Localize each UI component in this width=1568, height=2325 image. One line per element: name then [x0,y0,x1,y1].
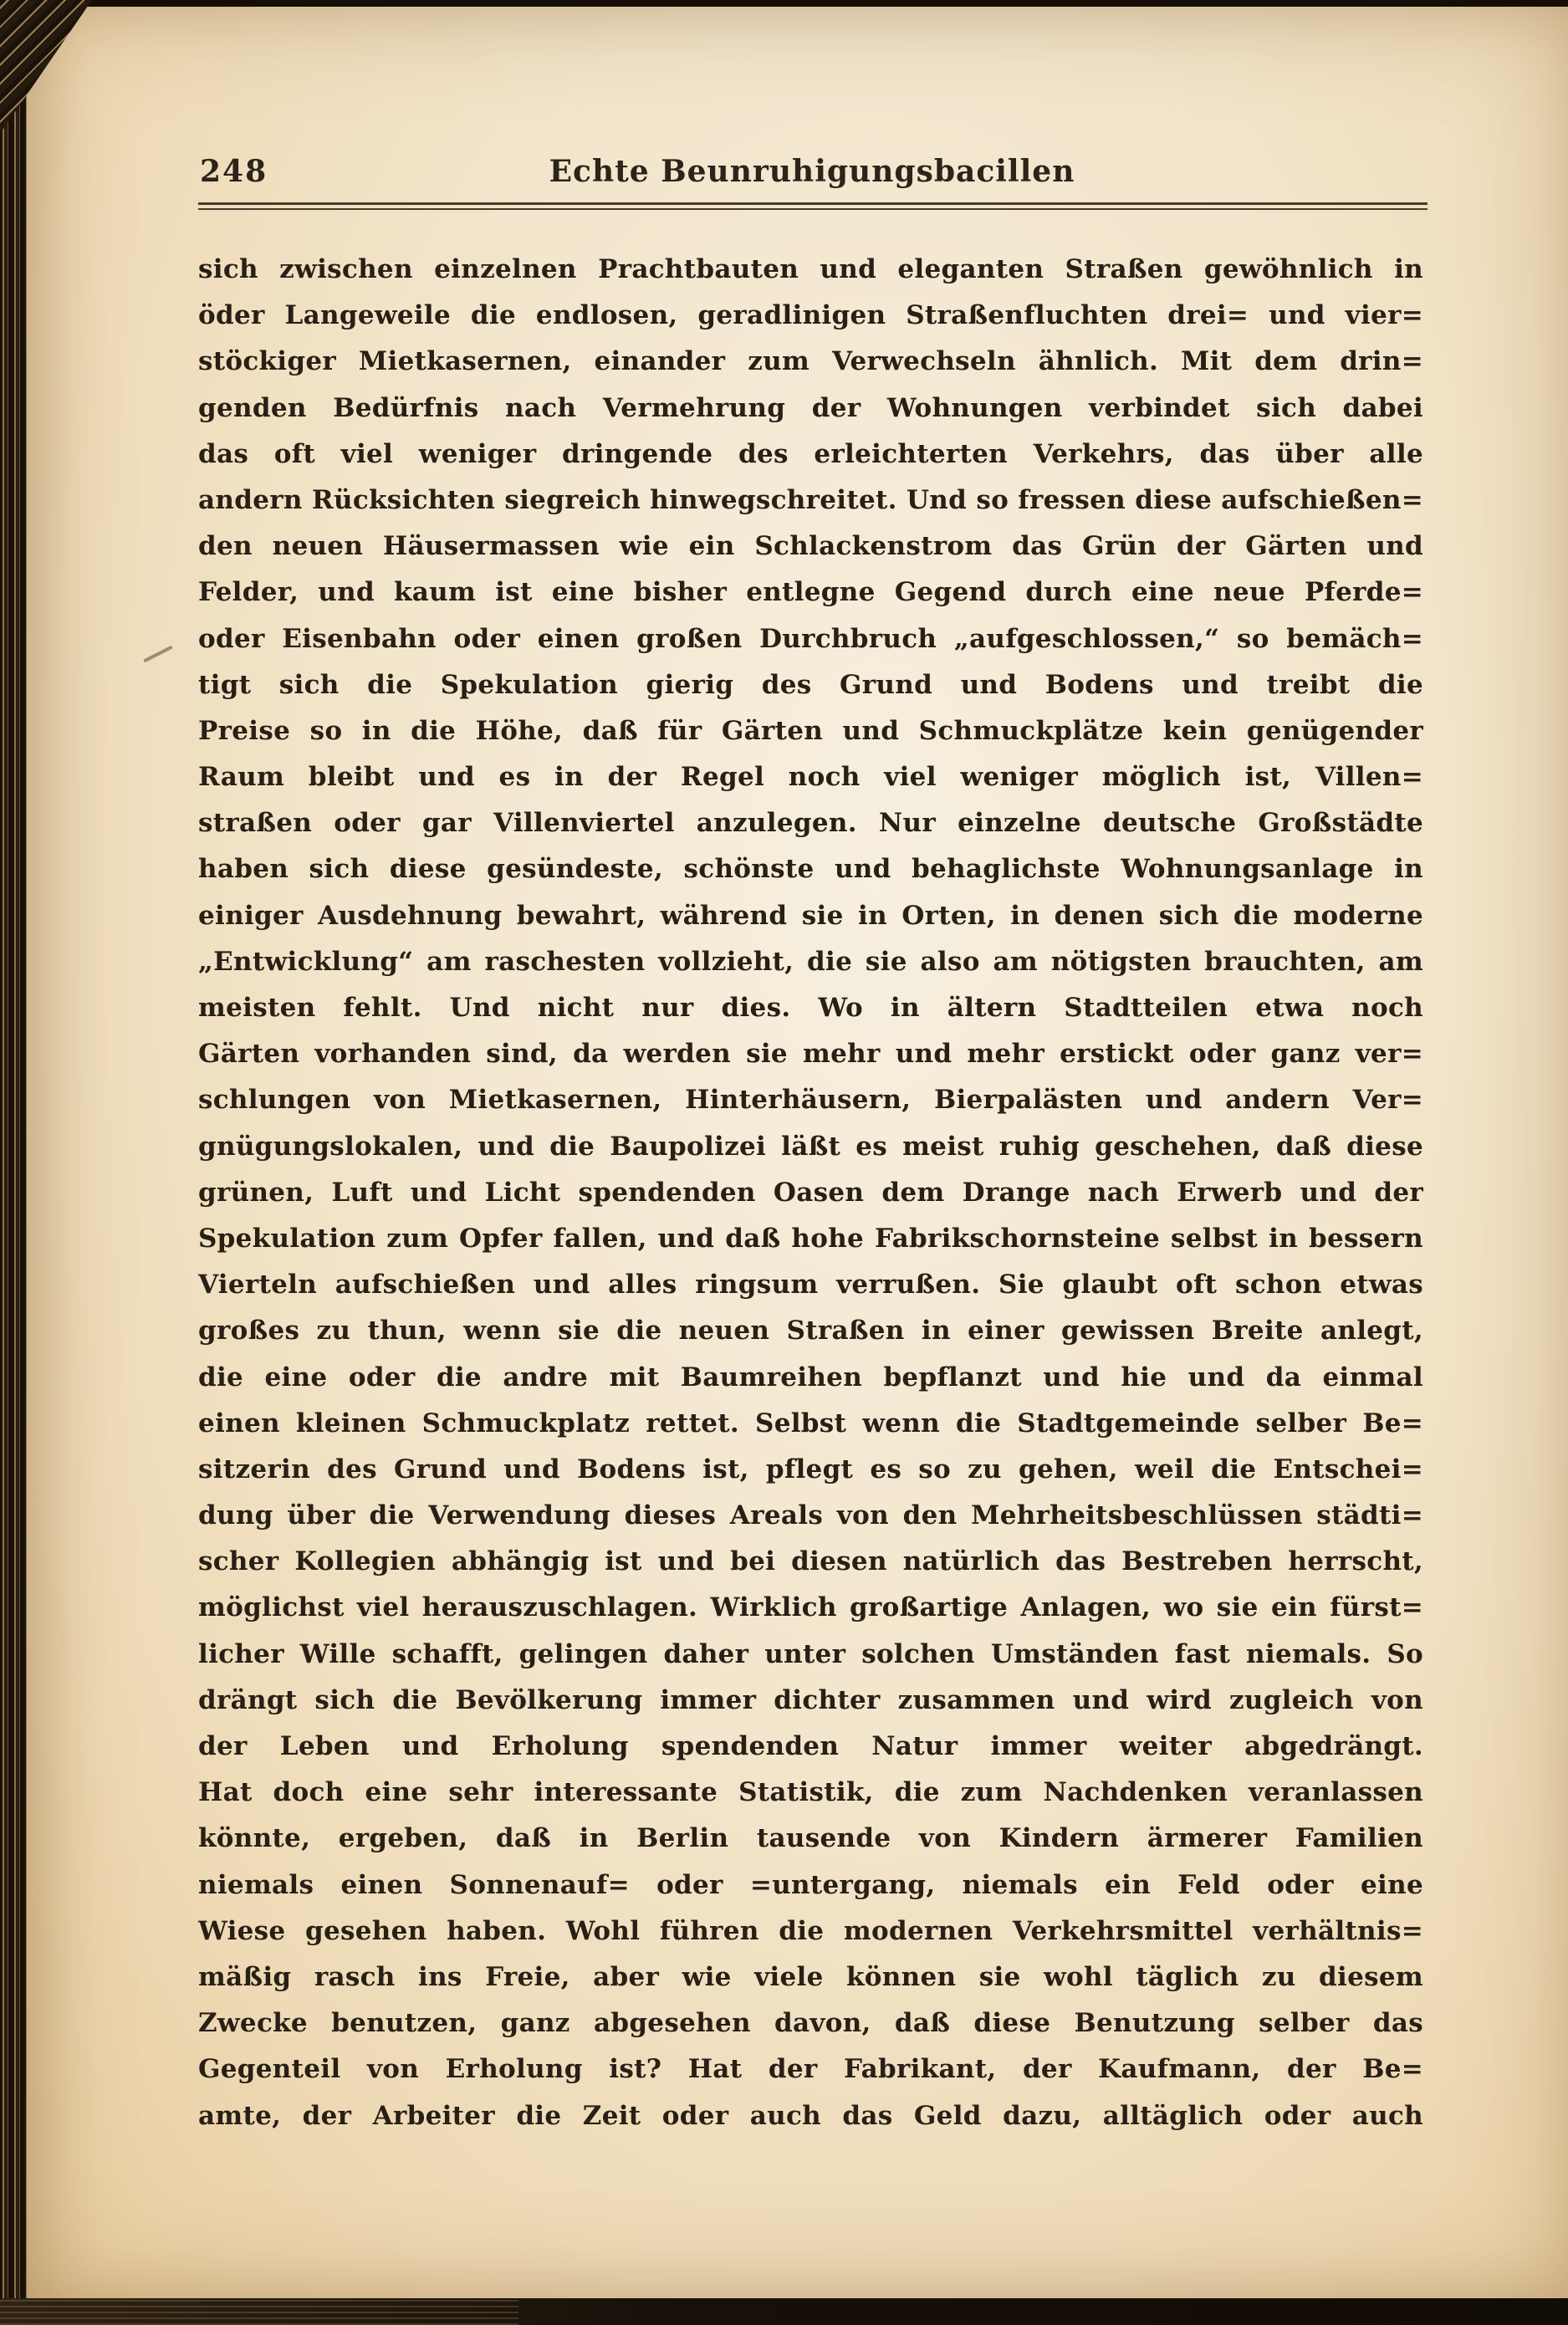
body-line: Hat doch eine sehr interessante Statistik, die zum Nachdenken veranlassen [198,1777,1423,1808]
pencil-mark-annotation [143,646,173,663]
body-line: der Leben und Erholung spendenden Natur immer weiter abgedrängt. [198,1731,1423,1761]
body-line: Felder, und kaum ist eine bisher entlegne Gegend durch eine neue Pferde= [198,577,1423,608]
body-line: niemals einen Sonnenauf= oder =untergang, niemals ein Feld oder eine [198,1869,1423,1900]
page-number: 248 [200,154,268,189]
body-line: dung über die Verwendung dieses Areals von den Mehrheitsbeschlüssen städti= [198,1500,1423,1531]
body-line: Wiese gesehen haben. Wohl führen die modernen Verkehrsmittel verhältnis= [198,1915,1423,1946]
body-line: Vierteln aufschießen und alles ringsum verrußen. Sie glaubt oft schon etwas [198,1270,1423,1300]
body-line: möglichst viel herauszuschlagen. Wirklich großartige Anlagen, wo sie ein fürst= [198,1592,1423,1623]
book-page-stack-edge [0,0,28,2325]
body-line: Gärten vorhanden sind, da werden sie mehr und mehr erstickt oder ganz ver= [198,1039,1423,1070]
body-line: drängt sich die Bevölkerung immer dichter zusammen und wird zugleich von [198,1684,1423,1715]
body-line: tigt sich die Spekulation gierig des Grund und Bodens und treibt die [198,669,1423,700]
body-line: „Entwicklung“ am raschesten vollzieht, die sie also am nötigsten brauchten, am [198,946,1423,977]
body-line: genden Bedürfnis nach Vermehrung der Wohnungen verbindet sich dabei [198,392,1423,423]
body-line: könnte, ergeben, daß in Berlin tausende von Kindern ärmerer Familien [198,1823,1423,1854]
body-line: Zwecke benutzen, ganz abgesehen davon, daß diese Benutzung selber das [198,2008,1423,2039]
body-line: grünen, Luft und Licht spendenden Oasen dem Drange nach Erwerb und der [198,1177,1423,1208]
body-line: einen kleinen Schmuckplatz rettet. Selbst wenn die Stadtgemeinde selber Be= [198,1408,1423,1438]
body-line: Raum bleibt und es in der Regel noch viel weniger möglich ist, Villen= [198,762,1423,793]
book-page [27,7,1568,2300]
body-line: straßen oder gar Villenviertel anzulegen. Nur einzelne deutsche Großstädte [198,808,1423,839]
body-line: Preise so in die Höhe, daß für Gärten und Schmuckplätze kein genügender [198,715,1423,746]
body-line: öder Langeweile die endlosen, geradlinigen Straßenfluchten drei= und vier= [198,300,1423,331]
body-line: schlungen von Mietkasernen, Hinterhäusern, Bierpalästen und andern Ver= [198,1085,1423,1116]
body-line: mäßig rasch ins Freie, aber wie viele können sie wohl täglich zu diesem [198,1961,1423,1992]
photo-bottom-edge [0,2298,1568,2325]
page-header [198,154,1426,196]
body-line: stöckiger Mietkasernen, einander zum Verwechseln ähnlich. Mit dem drin= [198,346,1423,377]
body-line: sitzerin des Grund und Bodens ist, pflegt es so zu gehen, weil die Entschei= [198,1454,1423,1484]
body-text [198,247,1423,2139]
body-line: amte, der Arbeiter die Zeit oder auch das Geld dazu, alltäglich oder auch [198,2100,1423,2131]
body-line: Spekulation zum Opfer fallen, und daß hohe Fabrikschornsteine selbst in bessern [198,1223,1423,1254]
body-line: den neuen Häusermassen wie ein Schlackenstrom das Grün der Gärten und [198,531,1423,562]
book-page-stack-bottom [0,2298,518,2325]
body-line: die eine oder die andre mit Baumreihen bepflanzt und hie und da einmal [198,1362,1423,1392]
body-line: gnügungslokalen, und die Baupolizei läßt es meist ruhig geschehen, daß diese [198,1131,1423,1162]
body-line: andern Rücksichten siegreich hinwegschreitet. Und so fressen diese aufschießen= [198,484,1423,515]
body-line: licher Wille schafft, gelingen daher unter solchen Umständen fast niemals. So [198,1638,1423,1669]
body-line: sich zwischen einzelnen Prachtbauten und eleganten Straßen gewöhnlich in [198,254,1423,284]
body-line: scher Kollegien abhängig ist und bei diesen natürlich das Bestreben herrscht, [198,1546,1423,1577]
body-line: großes zu thun, wenn sie die neuen Straßen in einer gewissen Breite anlegt, [198,1316,1423,1346]
body-line: einiger Ausdehnung bewahrt, während sie in Orten, in denen sich die moderne [198,900,1423,931]
body-line: das oft viel weniger dringende des erleichterten Verkehrs, das über alle [198,438,1423,469]
body-line: Gegenteil von Erholung ist? Hat der Fabrikant, der Kaufmann, der Be= [198,2054,1423,2085]
body-line: meisten fehlt. Und nicht nur dies. Wo in ältern Stadtteilen etwa noch [198,993,1423,1023]
body-line: haben sich diese gesündeste, schönste und behaglichste Wohnungsanlage in [198,854,1423,885]
running-title: Echte Beunruhigungsbacillen [549,154,1075,189]
header-double-rule [198,202,1428,210]
body-line: oder Eisenbahn oder einen großen Durchbruch „aufgeschlossen,“ so bemäch= [198,623,1423,654]
